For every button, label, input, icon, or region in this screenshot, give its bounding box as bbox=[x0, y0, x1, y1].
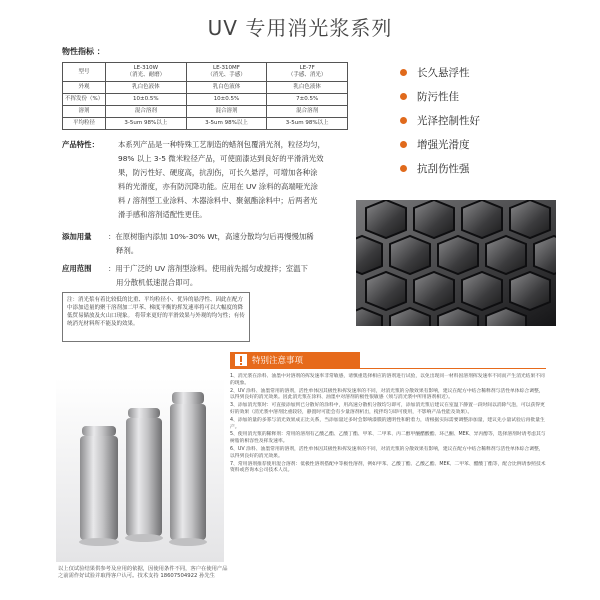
text-line: 果，防污性好、硬度高，抗刮伤，可长久悬浮，可增加各种涂 bbox=[118, 168, 318, 177]
properties-table bbox=[62, 62, 348, 130]
notice-item: 1、消光浆在涂料、油墨中对溶剂的挥发速率非常敏感，请慎重选择相应的溶剂进行试验，以免出现同一材料因溶剂挥发速率不同而产生消光结果不同的现象。 bbox=[230, 374, 545, 386]
text-line: 滑手感和溶剂适配性更佳。 bbox=[118, 210, 207, 219]
table-cell: 10±0.5% bbox=[106, 94, 187, 106]
dosage-label: 添加用量 bbox=[62, 232, 92, 241]
page-title: UV 专用消光浆系列 bbox=[207, 16, 393, 40]
note-box: 注：消光浆有着比较低的比重、平均粒径小、优异的悬浮性、因此在配方中添加适量的聚干溶剂加二甲苯、梯度平衡的挥发速率将可以大幅度的降低贸易储放及火山口现象。 将带来更好的平滑效果与外观的均匀性；有传统消光材料所不能及的效果。 bbox=[62, 292, 250, 342]
table-cell: 型号 bbox=[63, 63, 106, 82]
notice-list bbox=[230, 374, 548, 476]
feature-item bbox=[400, 156, 480, 180]
table-cell: 平均粒径 bbox=[63, 118, 106, 130]
feature-item bbox=[400, 108, 480, 132]
bullet-dot-icon bbox=[400, 69, 407, 76]
product-properties bbox=[62, 138, 352, 228]
feature-item bbox=[400, 60, 480, 84]
text-line: ：在原树脂内添加 10%-30% Wt，高速分散均匀后再慢慢加稀 bbox=[108, 232, 314, 241]
feature-label: 防污性佳 bbox=[417, 90, 459, 103]
notice-item: 2、UV 涂料、油墨常用的溶剂，活性单体因其极性和挥发速率的不同，对消光浆的分散效果有影响，建议在配方中结合稀释剂与活性单体综合调整，以得到良好的消光效果。因此消光浆在涂料、油墨中对溶剂的极性很敏感（须与消光浆中所用溶剂相近）。 bbox=[230, 388, 544, 401]
table-cell: 3-5um 98%以上 bbox=[267, 118, 348, 130]
table-cell: 3-5um 98%以上 bbox=[186, 118, 267, 130]
feature-list bbox=[400, 60, 480, 180]
table-header-row bbox=[63, 63, 348, 82]
table-row bbox=[63, 106, 348, 118]
table-cell: 不挥发份（%） bbox=[63, 94, 106, 106]
text-line: ：用于广泛的 UV 溶剂型涂料。使用前先摇匀或搅拌；室温下 bbox=[108, 264, 308, 273]
feature-item bbox=[400, 132, 480, 156]
hexagon-texture-image bbox=[356, 200, 556, 326]
notice-item: 4、添加的量的多寡与消光效果成正比关系，当添加量过多时会影响漆膜的透明性和附着力，请根据实际需要调整添加量，建议先小量试验后再批量生产。 bbox=[230, 417, 545, 430]
notice-item: 7、常用溶剂推荐使用混合溶剂：低极性溶剂搭配中等极性溶剂，例如甲苯、乙酸丁酯、乙酸乙酯、MEK、二甲苯、醋酸丁酯等，配合比例请参照技术资料或咨询本公司技术人员。 bbox=[230, 461, 546, 474]
text-line: 料 / 溶剂型工业涂料、木器涂料中、聚氨酯涂料中；后两者光 bbox=[118, 196, 318, 205]
table-cell: 外观 bbox=[63, 82, 106, 94]
product-properties-text bbox=[118, 138, 354, 222]
feature-label: 抗刮伤性强 bbox=[417, 162, 470, 175]
table-cell: 10±0.5% bbox=[186, 94, 267, 106]
table-cell: 3-5um 98%以上 bbox=[106, 118, 187, 130]
application-scope bbox=[62, 262, 352, 292]
feature-label: 增强光滑度 bbox=[417, 138, 470, 151]
table-cell: LE-310MF （消光、手感） bbox=[186, 63, 267, 82]
application-label: 应用范围 bbox=[62, 264, 92, 273]
exclamation-icon bbox=[234, 353, 248, 367]
notice-item: 3、添加消光浆时：可直接添加到已分散好的涂料中，用高速分散机分散均匀即可，添加消光浆后建议在室温下静置一段时间以消除气泡，可以获得更好的效果（消光浆中溶剂比重较轻，静置时可能会有少量溶剂析出，搅拌均匀即可使用，不影响产品性能及效果）。 bbox=[230, 403, 545, 415]
bullet-dot-icon bbox=[400, 93, 407, 100]
product-properties-label: 产品特性： bbox=[62, 140, 99, 149]
application-text bbox=[108, 262, 354, 290]
image-caption: 以上仅试验结果供参考及应用的依据，因使用条件不同，客户在使用产品之前需作好试验并取得客户认可。技术支持 18607504922 孙先生 bbox=[58, 566, 228, 579]
dosage-text bbox=[108, 230, 354, 258]
table-cell: LE-7F （手感、消光） bbox=[267, 63, 348, 82]
table-row bbox=[63, 118, 348, 130]
text-line: 释剂。 bbox=[116, 246, 139, 255]
text-line: 料的光滑度，亦有防沉降功能。应用在 UV 涂料的高端哑光涂 bbox=[118, 182, 318, 191]
table-cell: 乳白色液体 bbox=[267, 82, 348, 94]
table-cell: 溶剂 bbox=[63, 106, 106, 118]
table-cell: 乳白色液体 bbox=[106, 82, 187, 94]
dosage bbox=[62, 230, 352, 260]
bottles-product-image bbox=[56, 378, 224, 562]
table-row bbox=[63, 82, 348, 94]
feature-item bbox=[400, 84, 480, 108]
table-cell: LE-310W （消光、耐磨） bbox=[106, 63, 187, 82]
feature-label: 长久悬浮性 bbox=[417, 66, 470, 79]
notice-divider bbox=[230, 368, 546, 369]
table-cell: 乳白色液体 bbox=[186, 82, 267, 94]
text-line: 本系列产品是一种特殊工艺制造的蜡剂包覆消光剂，粒径均匀， bbox=[118, 140, 325, 149]
text-line: 用分散机低速混合即可。 bbox=[116, 278, 198, 287]
table-cell: 7±0.5% bbox=[267, 94, 348, 106]
props-label: 物性指标 ： bbox=[62, 47, 105, 56]
table-cell: 混合溶剂 bbox=[186, 106, 267, 118]
notice-title: 特别注意事项 bbox=[252, 356, 304, 366]
notice-header bbox=[230, 352, 360, 368]
bullet-dot-icon bbox=[400, 141, 407, 148]
bullet-dot-icon bbox=[400, 117, 407, 124]
table-row bbox=[63, 94, 348, 106]
table-cell: 混合溶剂 bbox=[106, 106, 187, 118]
bullet-dot-icon bbox=[400, 165, 407, 172]
notice-item: 5、使用消光浆的稀释剂：常用的溶剂有乙酸乙酯、乙酸丁酯、甲苯、二甲苯、丙二醇甲醚醋酸酯、环己酮、MEK、异丙醇等，选择溶剂时请考虑其与树脂的相容性及挥发速率。 bbox=[230, 432, 546, 445]
notice-item: 6、UV 涂料、油墨常用的溶剂，活性单体因其极性和挥发速率的不同，对消光浆的分散效果有影响，建议在配方中结合稀释剂与活性单体综合调整，以得到良好的消光效果。 bbox=[230, 446, 544, 459]
table-cell: 混合溶剂 bbox=[267, 106, 348, 118]
feature-label: 光泽控制性好 bbox=[417, 114, 480, 127]
text-line: 98% 以上 3-5 微米粒径产品，可使面漆达到良好的平滑消光效 bbox=[118, 154, 324, 163]
